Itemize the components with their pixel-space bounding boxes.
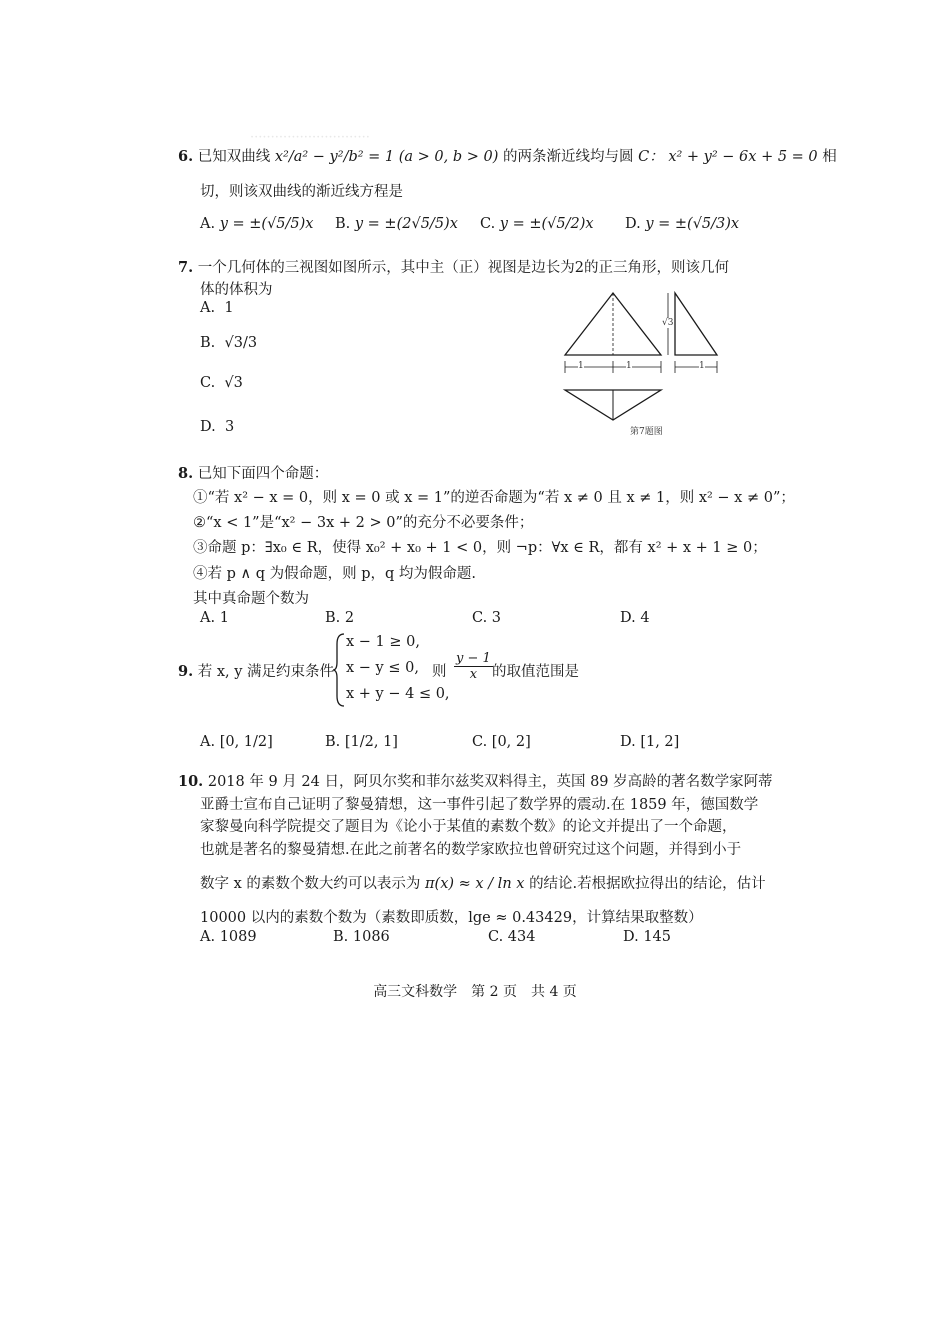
q9-option-b: B. [1/2, 1] xyxy=(325,734,398,750)
q7-option-b: B. √3/3 xyxy=(200,335,258,351)
q9-brace xyxy=(332,632,346,708)
q10-option-b: B. 1086 xyxy=(333,929,390,945)
side-view xyxy=(668,293,717,373)
q10-line2: 亚爵士宣布自己证明了黎曼猜想，这一事件引起了数学界的震动.在 1859 年，德国数学 xyxy=(200,797,759,813)
fig-dim-label-3: 1 xyxy=(699,361,705,371)
q7-number: 7. xyxy=(178,259,194,276)
q8-option-a: A. 1 xyxy=(200,610,229,626)
q6-line1 xyxy=(178,145,837,166)
q7-option-a: A. 1 xyxy=(200,300,234,316)
q6-option-a: A. y = ±(√5/5)x xyxy=(200,216,314,232)
q6-text-b: 的两条渐近线均与圆 xyxy=(503,149,634,165)
q9-constraint-2: x − y ≤ 0, xyxy=(346,660,419,676)
q7-three-view-figure xyxy=(555,285,745,435)
q9-option-a: A. [0, 1/2] xyxy=(200,734,273,750)
q10-euler-formula: π(x) ≈ x / ln x xyxy=(425,876,525,892)
q9-mid: 则 xyxy=(432,664,447,680)
q6-number: 6. xyxy=(178,148,194,165)
q7-line2: 体的体积为 xyxy=(200,282,273,298)
q6-circle-formula: C： x² + y² − 6x + 5 = 0 xyxy=(638,149,818,165)
bleed-through-text: ····························· xyxy=(250,130,370,145)
q7-option-c: C. √3 xyxy=(200,375,243,391)
q8-item-3: ③命题 p：∃x₀ ∈ R，使得 x₀² + x₀ + 1 < 0，则 ¬p：∀x ∈ R，都有 x² + x + 1 ≥ 0； xyxy=(193,540,767,556)
q7-text: 一个几何体的三视图如图所示，其中主（正）视图是边长为2的正三角形，则该几何 xyxy=(197,260,729,276)
q9-constraint-3: x + y − 4 ≤ 0, xyxy=(346,686,450,702)
q9-fraction xyxy=(452,651,495,682)
q10-line6: 10000 以内的素数个数为（素数即质数，lge ≈ 0.43429，计算结果取整数） xyxy=(200,910,703,926)
q6-option-c: C. y = ±(√5/2)x xyxy=(480,216,594,232)
q9-frac-bottom: x xyxy=(469,667,478,682)
q9-line xyxy=(178,660,334,681)
fig-dim-label-2: 1 xyxy=(626,361,632,371)
q6-line2: 切，则该双曲线的渐近线方程是 xyxy=(200,184,403,200)
q6-text-c: 相 xyxy=(822,149,837,165)
q10-option-a: A. 1089 xyxy=(200,929,257,945)
q10-number: 10. xyxy=(178,773,204,790)
q8-number: 8. xyxy=(178,465,194,482)
q6-hyperbola-formula: x²/a² − y²/b² = 1 (a > 0, b > 0) xyxy=(274,149,499,165)
q9-option-c: C. [0, 2] xyxy=(472,734,531,750)
q10-line4: 也就是著名的黎曼猜想.在此之前著名的数学家欧拉也曾研究过这个问题，并得到小于 xyxy=(200,842,742,858)
q7-option-d: D. 3 xyxy=(200,419,235,435)
q8-item-1: ①“若 x² − x = 0，则 x = 0 或 x = 1”的逆否命题为“若 x ≠ 0 且 x ≠ 1，则 x² − x ≠ 0”； xyxy=(193,490,795,506)
fig-dim-label-1: 1 xyxy=(578,361,584,371)
q6-option-d: D. y = ±(√5/3)x xyxy=(625,216,740,232)
q6-text-a: 已知双曲线 xyxy=(197,149,271,165)
q10-line3: 家黎曼向科学院提交了题目为《论小于某值的素数个数》的论文并提出了一个命题， xyxy=(200,819,737,835)
q6-option-b: B. y = ±(2√5/5)x xyxy=(335,216,458,232)
q8-option-b: B. 2 xyxy=(325,610,355,626)
q8-intro: 8. 已知下面四个命题： xyxy=(178,465,329,482)
q8-question: 其中真命题个数为 xyxy=(193,591,309,607)
fig-caption: 第7题图 xyxy=(630,427,663,437)
q10-option-d: D. 145 xyxy=(623,929,672,945)
q10-line1: 10. 2018 年 9 月 24 日，阿贝尔奖和菲尔兹奖双料得主，英国 89 岁高龄的著名数学家阿蒂 xyxy=(178,773,773,790)
q8-item-4: ④若 p ∧ q 为假命题，则 p，q 均为假命题. xyxy=(193,566,477,582)
q9-number: 9. xyxy=(178,663,194,680)
q7-line1 xyxy=(178,256,729,277)
q8-option-d: D. 4 xyxy=(620,610,650,626)
q9-frac-top: y − 1 xyxy=(456,651,491,666)
q9-pre: 若 x, y 满足约束条件 xyxy=(197,664,335,680)
top-view xyxy=(565,390,661,420)
q9-option-d: D. [1, 2] xyxy=(620,734,680,750)
page-footer: 高三文科数学 第 2 页 共 4 页 xyxy=(373,984,577,1000)
fig-height-label: √3 xyxy=(662,318,674,328)
q8-item-2: ②“x < 1”是“x² − 3x + 2 > 0”的充分不必要条件； xyxy=(193,515,534,531)
q10-option-c: C. 434 xyxy=(488,929,536,945)
q10-line5: 数字 x 的素数个数大约可以表示为 π(x) ≈ x / ln x 的结论.若根据欧拉得出的结论，估计 xyxy=(200,876,766,892)
q8-option-c: C. 3 xyxy=(472,610,502,626)
q9-post: 的取值范围是 xyxy=(492,664,579,680)
q9-constraint-1: x − 1 ≥ 0, xyxy=(346,634,420,650)
